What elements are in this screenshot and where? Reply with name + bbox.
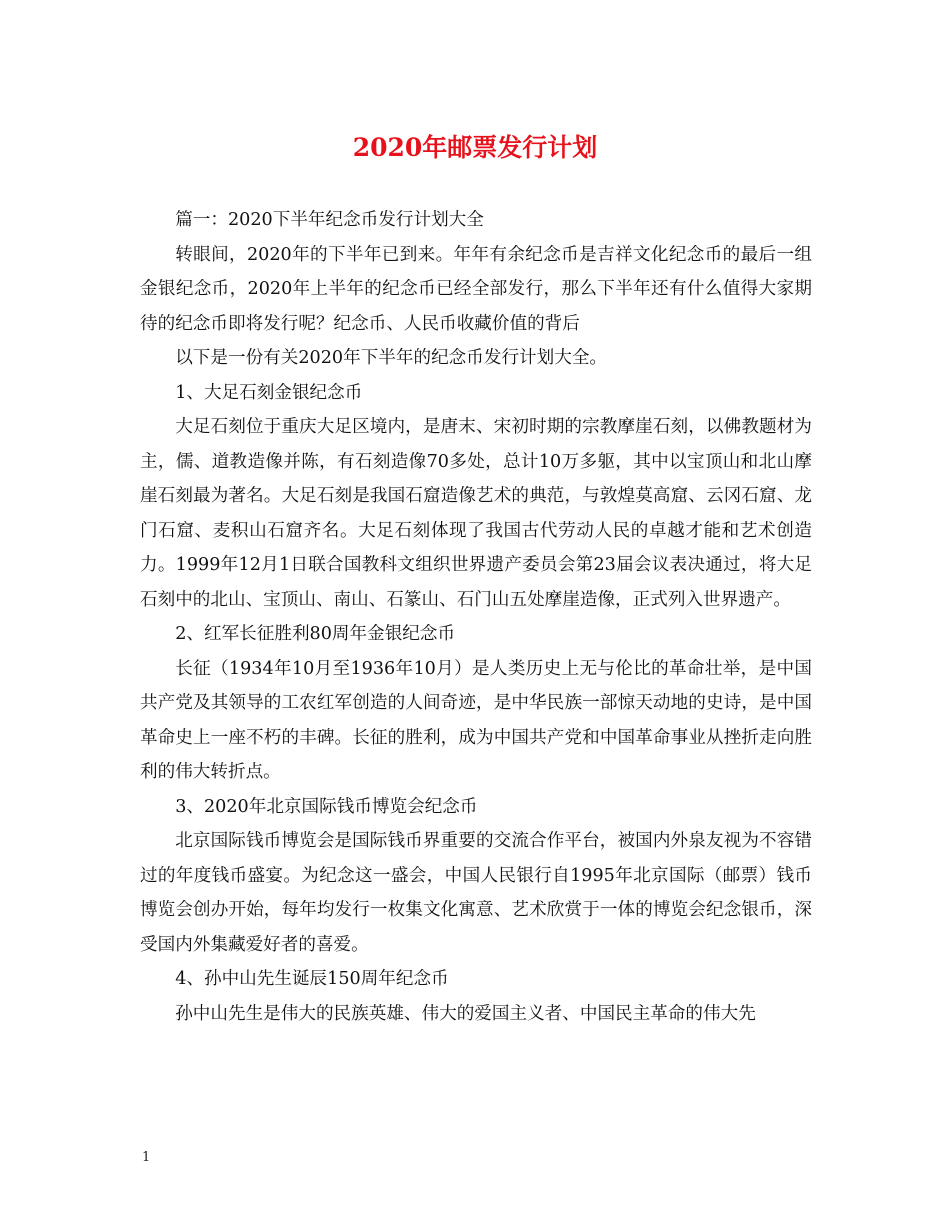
paragraph: 孙中山先生是伟大的民族英雄、伟大的爱国主义者、中国民主革命的伟大先 (175, 1003, 756, 1024)
list-heading: 1、大足石刻金银纪念币 (175, 382, 363, 403)
list-heading: 2、红军长征胜利80周年金银纪念币 (175, 624, 456, 644)
paragraph: 转眼间，2020年的下半年已到来。年年有余纪念币是吉祥文化纪念币的最后一组金银纪念币，2020年上半年的纪念币已经全部发行，那么下半年还有什么值得大家期待的纪念币即将发行呢？纪念币、人民币收藏价值的背后 (140, 244, 812, 334)
page-number: 1 (142, 1150, 151, 1165)
paragraph: 长征（1934年10月至1936年10月）是人类历史上无与伦比的革命壮举，是中国共产党及其领导的工农红军创造的人间奇迹，是中华民族一部惊天动地的史诗，是中国革命史上一座不朽的丰碑。长征的胜利，成为中国共产党和中国革命事业从挫折走向胜利的伟大转折点。 (140, 658, 812, 782)
section-heading: 篇一：2020下半年纪念币发行计划大全 (175, 210, 484, 230)
document-title: 2020年邮票发行计划 (352, 133, 598, 162)
paragraph: 北京国际钱币博览会是国际钱币界重要的交流合作平台，被国内外泉友视为不容错过的年度钱币盛宴。为纪念这一盛会，中国人民银行自1995年北京国际（邮票）钱币博览会创办开始，每年均发行一枚集文化寓意、艺术欣赏于一体的博览会纪念银币，深受国内外集藏爱好者的喜爱。 (140, 831, 812, 955)
document-body (140, 203, 812, 1031)
paragraph: 大足石刻位于重庆大足区境内，是唐末、宋初时期的宗教摩崖石刻，以佛教题材为主，儒、道教造像并陈，有石刻造像70多处，总计10万多躯，其中以宝顶山和北山摩崖石刻最为著名。大足石刻是我国石窟造像艺术的典范，与敦煌莫高窟、云冈石窟、龙门石窟、麦积山石窟齐名。大足石刻体现了我国古代劳动人民的卓越才能和艺术创造力。1999年12月1日联合国教科文组织世界遗产委员会第23届会议表决通过，将大足石刻中的北山、宝顶山、南山、石篆山、石门山五处摩崖造像，正式列入世界遗产。 (140, 417, 812, 610)
list-heading: 3、2020年北京国际钱币博览会纪念币 (175, 796, 478, 817)
paragraph: 以下是一份有关2020年下半年的纪念币发行计划大全。 (175, 348, 608, 368)
list-heading: 4、孙中山先生诞辰150周年纪念币 (175, 969, 449, 989)
